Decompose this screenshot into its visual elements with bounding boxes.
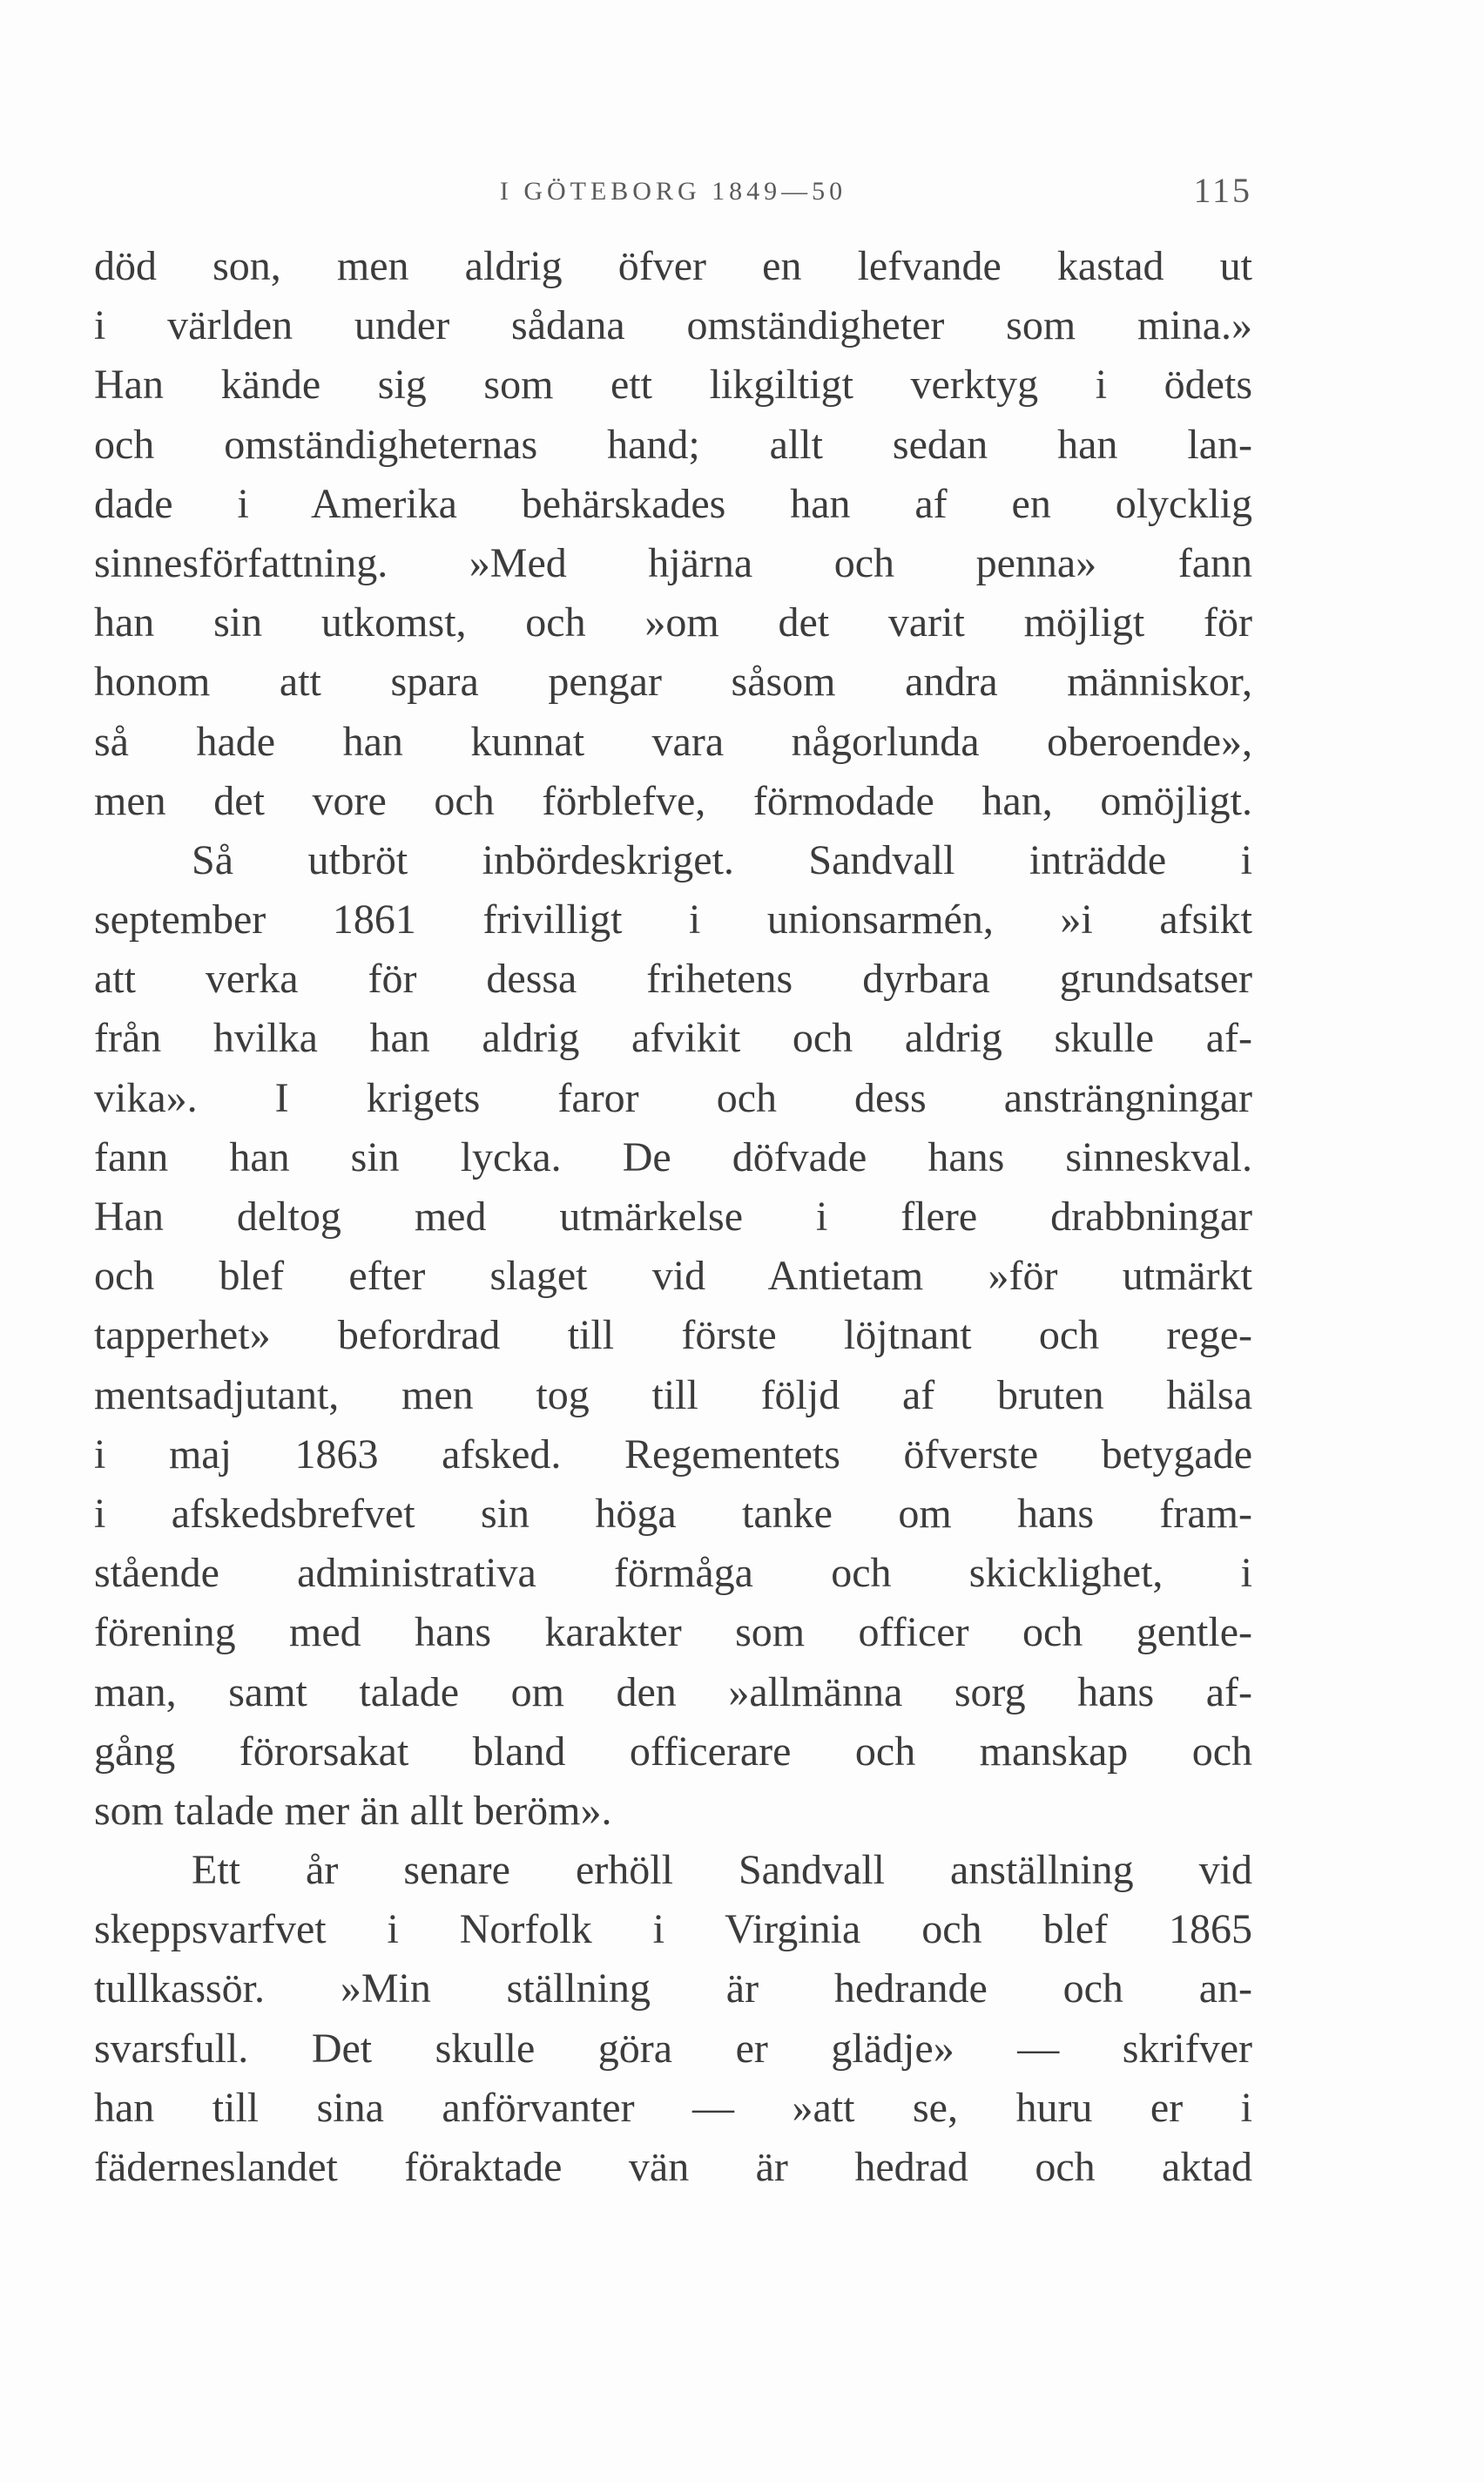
text-line: som talade mer än allt beröm».	[94, 1787, 612, 1834]
text-line: Ett år senare erhöll Sandvall anställning vid	[192, 1847, 1252, 1894]
running-head	[94, 170, 1252, 213]
text-line: att verka för dessa frihetens dyrbara grundsatser	[94, 956, 1252, 1003]
text-line: vika». I krigets faror och dess ansträngningar	[94, 1074, 1252, 1121]
text-line: i maj 1863 afsked. Regementets öfverste betygade	[94, 1430, 1252, 1478]
text-line: mentsadjutant, men tog till följd af bruten hälsa	[94, 1371, 1252, 1418]
text-line: i afskedsbrefvet sin höga tanke om hans fram-	[94, 1490, 1252, 1537]
text-line: förening med hans karakter som officer och gentle-	[94, 1609, 1252, 1656]
text-line: i världen under sådana omständigheter som mina.»	[94, 302, 1252, 349]
text-line: men det vore och förblefve, förmodade han, omöjligt.	[94, 777, 1252, 824]
text-line: stående administrativa förmåga och skicklighet, i	[94, 1550, 1252, 1597]
text-line: han till sina anförvanter — »att se, huru er i	[94, 2084, 1252, 2131]
text-line: Så utbröt inbördeskriget. Sandvall inträdde i	[192, 836, 1252, 883]
text-line: tullkassör. »Min ställning är hedrande och an-	[94, 1965, 1252, 2012]
text-line: och blef efter slaget vid Antietam »för utmärkt	[94, 1253, 1252, 1300]
text-line: man, samt talade om den »allmänna sorg hans af-	[94, 1668, 1252, 1715]
text-line: Han deltog med utmärkelse i flere drabbningar	[94, 1194, 1252, 1240]
text-line: dade i Amerika behärskades han af en olycklig	[94, 480, 1252, 527]
text-line: gång förorsakat bland officerare och manskap och	[94, 1728, 1252, 1775]
text-line: tapperhet» befordrad till förste löjtnant och rege-	[94, 1312, 1252, 1359]
text-line: Han kände sig som ett likgiltigt verktyg i ödets	[94, 362, 1252, 409]
text-line: från hvilka han aldrig afvikit och aldrig skulle af-	[94, 1015, 1252, 1062]
text-line: fann han sin lycka. De döfvade hans sinneskval.	[94, 1133, 1252, 1180]
text-line: död son, men aldrig öfver en lefvande kastad ut	[94, 243, 1252, 289]
text-line: skeppsvarfvet i Norfolk i Virginia och blef 1865	[94, 1906, 1252, 1953]
text-line: september 1861 frivilligt i unionsarmén, »i afsikt	[94, 896, 1252, 943]
text-line: honom att spara pengar såsom andra människor,	[94, 659, 1252, 706]
page-number: 115	[1193, 171, 1252, 210]
body-text	[94, 237, 1252, 2197]
running-head-title: I GÖTEBORG 1849—50	[499, 177, 847, 206]
text-line: och omständigheternas hand; allt sedan han lan-	[94, 421, 1252, 468]
text-line: han sin utkomst, och »om det varit möjligt för	[94, 599, 1252, 646]
text-line: så hade han kunnat vara någorlunda oberoende»,	[94, 718, 1252, 765]
text-line: sinnesförfattning. »Med hjärna och penna» fann	[94, 539, 1252, 586]
text-line: fäderneslandet föraktade vän är hedrad och aktad	[94, 2144, 1252, 2190]
text-line: svarsfull. Det skulle göra er glädje» — skrifver	[94, 2025, 1252, 2072]
